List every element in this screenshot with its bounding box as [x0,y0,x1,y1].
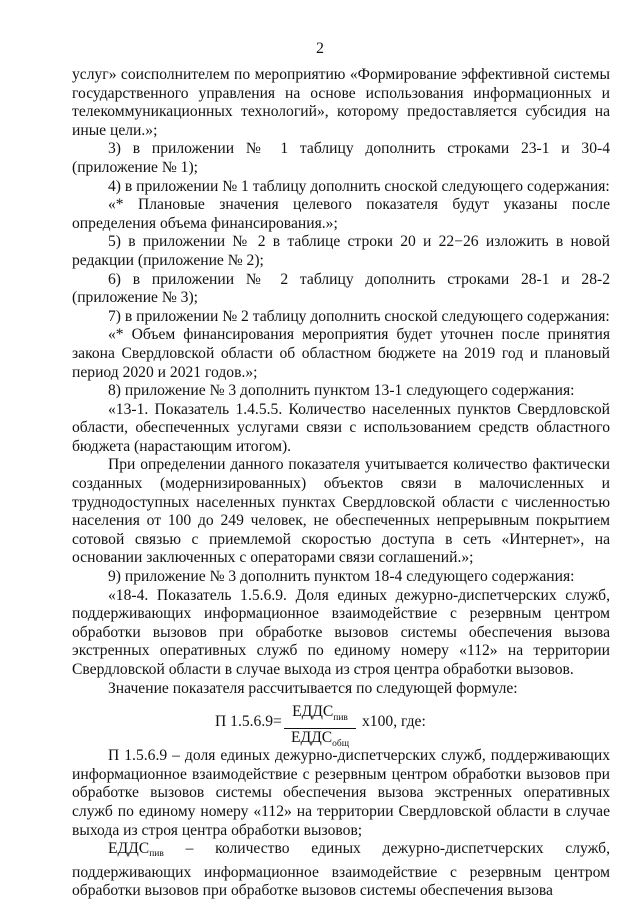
document-body [72,66,610,901]
paragraph-point-18-4: «18-4. Показатель 1.5.6.9. Доля единых дежурно-диспетчерских служб, поддерживающих информационное взаимодействие с резервным центром обработки вызовов при обработке вызовов системы обеспечения вызова экстренных оперативных служб по единому номеру «112» на территории Свердловской области в случае выхода из строя центра обработки вызовов. [72,586,610,678]
formula-denominator: $ЕДДС_{общ}$ [290,729,350,750]
paragraph-item-3: 3) в приложении № 1 таблицу дополнить строками 23-1 и 30-4 (приложение № 1); [72,140,610,176]
formula-fraction [284,703,356,753]
paragraph-footnote-1: «* Плановые значения целевого показателя будут указаны после определения объема финансирования.»; [72,196,610,232]
term-description: – количество единых дежурно-диспетчерских служб, поддерживающих информационное взаимодействие с резервным центром обработки вызовов при обработке вызовов системы обеспечения вызова [72,840,610,900]
paragraph-formula-definition: П 1.5.6.9 – доля единых дежурно-диспетчерских служб, поддерживающих информационное взаимодействие с резервным центром обработки вызовов при обработке вызовов системы обеспечения вызова экстренных оперативных служб по единому номеру «112» на территории Свердловской области в случае выхода из строя центра обработки вызовов; [72,747,610,839]
term-main: ЕДДС [108,840,150,858]
paragraph-item-9: 9) приложение № 3 дополнить пунктом 18-4 следующего содержания: [108,568,575,586]
paragraph-point-13-1: «13-1. Показатель 1.4.5.5. Количество населенных пунктов Свердловской области, обеспеченных услугами связи с использованием средств областного бюджета (нарастающим итогом). [72,400,610,455]
formula-rhs: x100, где: [362,713,426,731]
denominator-subscript: общ [332,739,350,750]
paragraph-indicator-explanation: При определении данного показателя учитывается количество фактически созданных (модернизированных) объектов связи в малочисленных и труднодоступных населенных пунктах Свердловской области с численностью населения от 100 до 249 человек, не обеспеченных непрерывным покрытием сотовой связью с приемлемой скоростью доступа в сеть «Интернет», на основании заключенных с операторами связи соглашений.»; [72,456,610,567]
term-subscript: пив [149,849,164,860]
formula-numerator: $ЕДДС_{пив}$ [284,703,356,729]
paragraph-item-4: 4) в приложении № 1 таблицу дополнить сноской следующего содержания: [108,177,610,195]
paragraph-item-6: 6) в приложении № 2 таблицу дополнить строками 28-1 и 28-2 (приложение № 3); [72,270,610,307]
paragraph-term-definition [72,840,610,901]
paragraph-item-5: 5) в приложении № 2 в таблице строки 20 и 22−26 изложить в новой редакции (приложение № 2); [72,233,610,269]
paragraph-footnote-2: «* Объем финансирования мероприятия будет уточнен после принятия закона Свердловской области об областном бюджете на 2019 год и плановый период 2020 и 2021 годов.»; [72,326,610,381]
page-number: 2 [316,40,324,57]
formula [72,703,610,750]
paragraph-item-7: 7) в приложении № 2 таблицу дополнить сноской следующего содержания: [108,307,610,325]
formula-lhs: П 1.5.6.9= [215,713,282,731]
paragraph-continuation: услуг» соисполнителем по мероприятию «Формирование эффективной системы государственного управления на основе использования информационных и телекоммуникационных технологий», которому предоставляется субсидия на иные цели.»; [72,66,610,139]
paragraph-item-8: 8) приложение № 3 дополнить пунктом 13-1 следующего содержания: [108,382,575,400]
numerator-subscript: пив [333,713,348,724]
paragraph-formula-intro: Значение показателя рассчитывается по следующей формуле: [108,679,518,697]
